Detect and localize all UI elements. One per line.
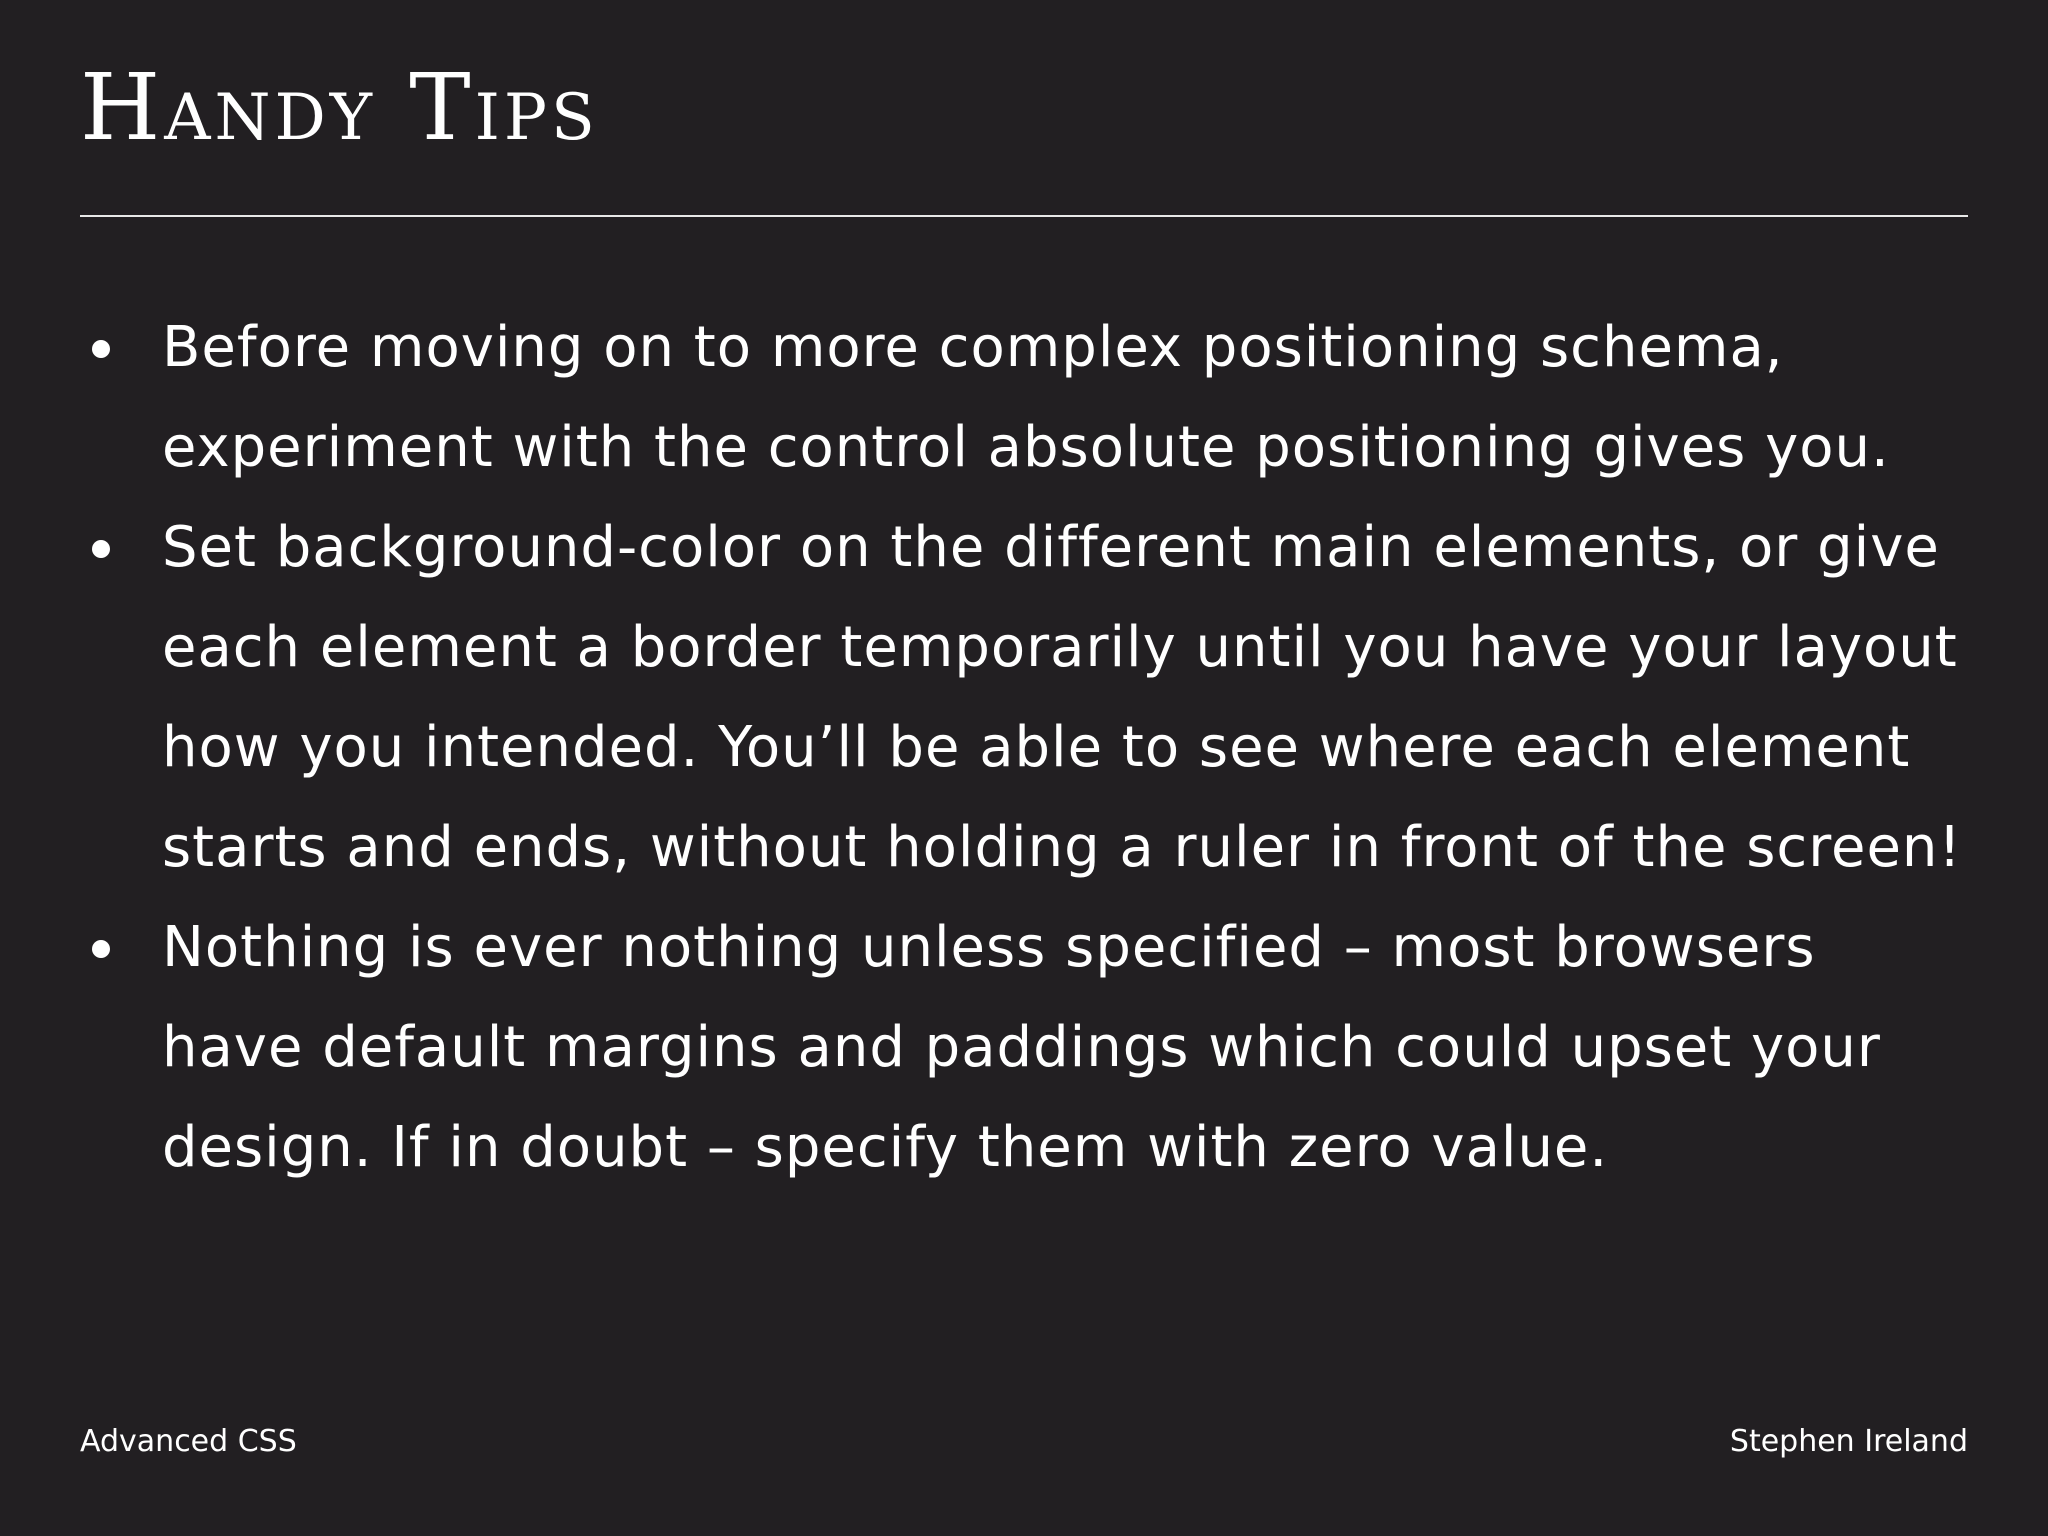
bullet-icon [92, 940, 110, 958]
tips-list [80, 298, 1968, 1198]
bullet-icon [92, 540, 110, 558]
tip-item [80, 898, 1968, 1198]
footer-author: Stephen Ireland [1729, 1424, 1968, 1459]
tip-text: Before moving on to more complex positioning schema, experiment with the control absolute positioning gives you. [162, 315, 1890, 480]
bullet-icon [92, 340, 110, 358]
tip-text: Set background-color on the different main elements, or give each element a border temporarily until you have your layout how you intended. You’ll be able to see where each element starts and ends, without holding a ruler in front of the screen! [162, 515, 1962, 880]
footer-course-name: Advanced CSS [80, 1424, 297, 1459]
tip-item [80, 298, 1968, 498]
title-divider [80, 215, 1968, 217]
tip-text: Nothing is ever nothing unless specified – most browsers have default margins and paddings which could upset your design. If in doubt – specify them with zero value. [162, 915, 1881, 1180]
tip-item [80, 498, 1968, 898]
slide-title: Handy Tips [80, 54, 599, 161]
